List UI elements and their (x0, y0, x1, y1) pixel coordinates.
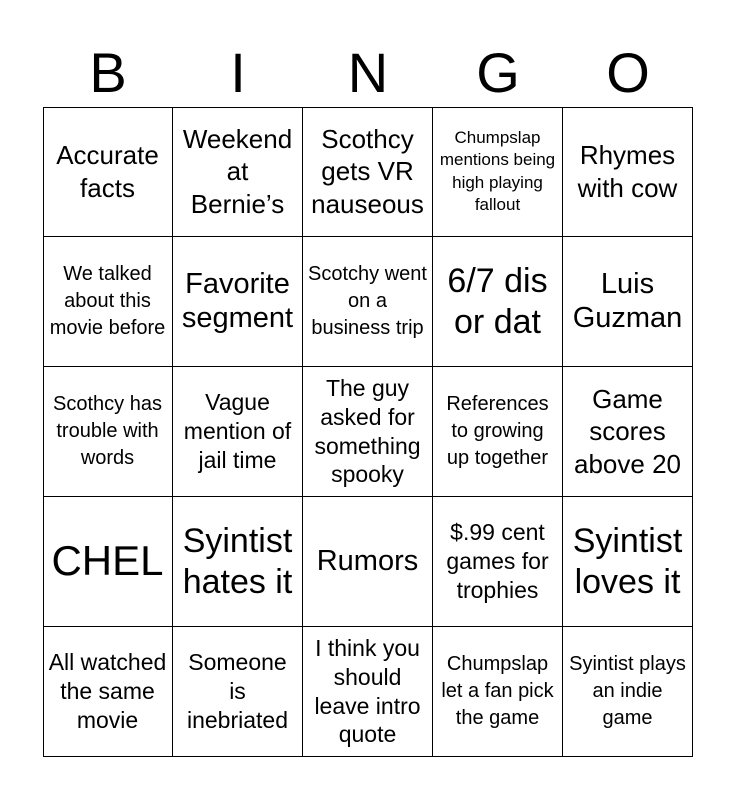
header-letter-g: G (476, 41, 520, 104)
bingo-cell[interactable]: Chumpslap mentions being high playing fallout (433, 107, 563, 237)
bingo-cell[interactable]: Weekend at Bernie’s (173, 107, 303, 237)
header-letter-o: O (606, 41, 650, 104)
bingo-cell[interactable]: Accurate facts (43, 107, 173, 237)
bingo-cell[interactable]: $.99 cent games for trophies (433, 497, 563, 627)
bingo-header (43, 40, 693, 106)
header-letter-n: N (347, 41, 389, 104)
bingo-cell[interactable]: Rhymes with cow (563, 107, 693, 237)
bingo-cell[interactable]: Scothcy gets VR nauseous (303, 107, 433, 237)
bingo-cell[interactable]: Luis Guzman (563, 237, 693, 367)
bingo-cell[interactable]: 6/7 dis or dat (433, 237, 563, 367)
bingo-cell[interactable]: The guy asked for something spooky (303, 367, 433, 497)
bingo-cell[interactable]: Game scores above 20 (563, 367, 693, 497)
bingo-cell[interactable]: CHEL (43, 497, 173, 627)
bingo-board (43, 107, 693, 757)
bingo-cell[interactable]: Rumors (303, 497, 433, 627)
bingo-cell[interactable]: We talked about this movie before (43, 237, 173, 367)
bingo-cell[interactable]: Someone is inebriated (173, 627, 303, 757)
bingo-cell[interactable]: Scotchy went on a business trip (303, 237, 433, 367)
bingo-cell[interactable]: I think you should leave intro quote (303, 627, 433, 757)
bingo-cell[interactable]: Favorite segment (173, 237, 303, 367)
bingo-cell[interactable]: References to growing up together (433, 367, 563, 497)
bingo-cell[interactable]: Syintist hates it (173, 497, 303, 627)
header-letter-i: I (230, 41, 246, 104)
bingo-cell[interactable]: Scothcy has trouble with words (43, 367, 173, 497)
bingo-cell[interactable]: Syintist plays an indie game (563, 627, 693, 757)
bingo-cell[interactable]: Syintist loves it (563, 497, 693, 627)
bingo-cell[interactable]: Vague mention of jail time (173, 367, 303, 497)
header-letter-b: B (89, 41, 127, 104)
bingo-cell[interactable]: Chumpslap let a fan pick the game (433, 627, 563, 757)
bingo-cell[interactable]: All watched the same movie (43, 627, 173, 757)
